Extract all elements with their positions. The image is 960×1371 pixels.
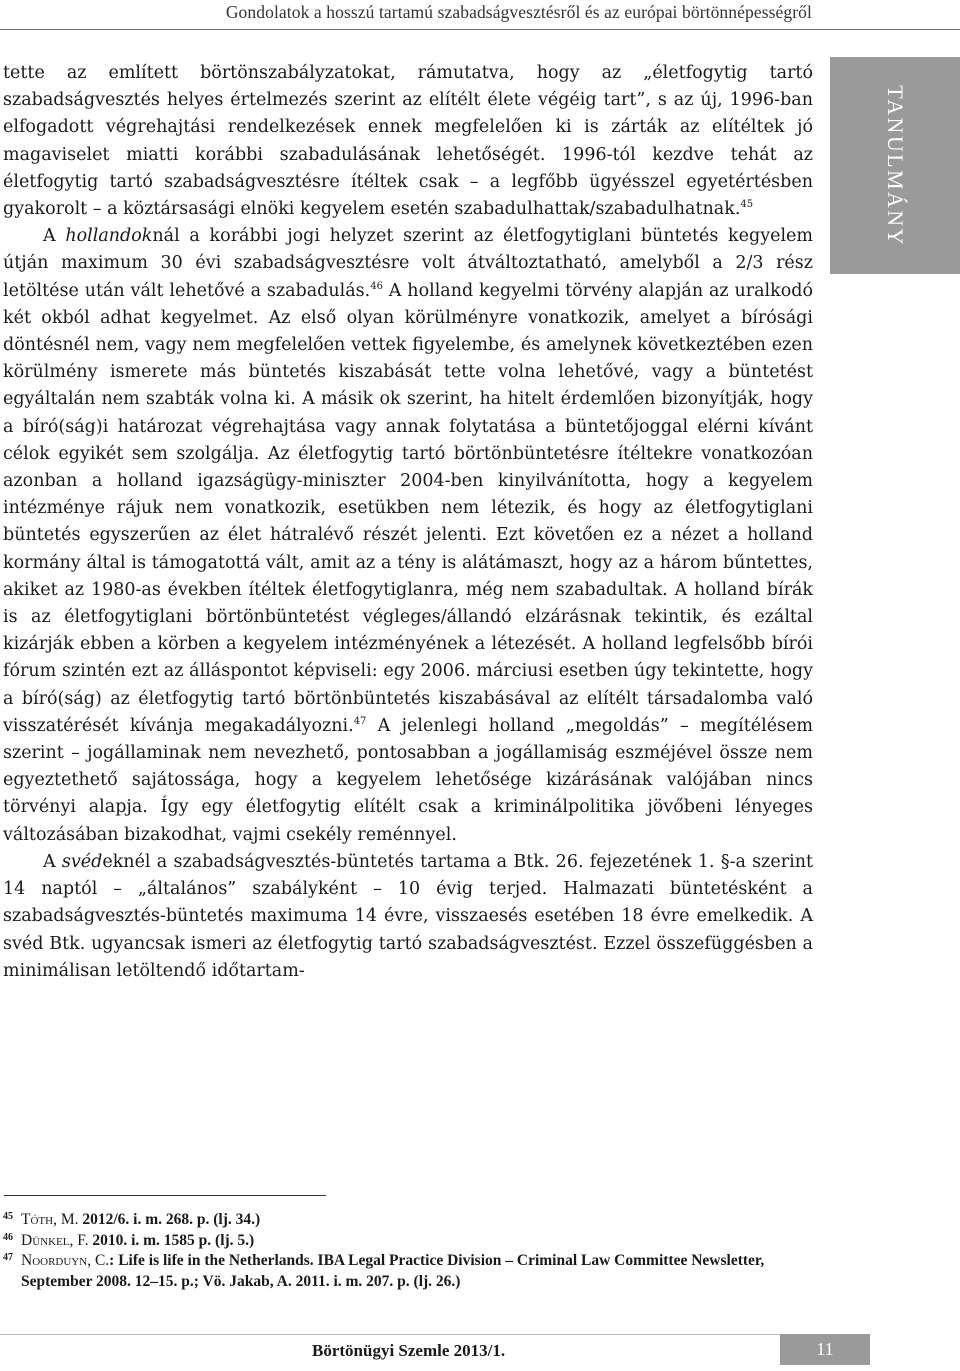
footnote-number: 47 <box>3 1252 13 1263</box>
paragraph-3-text: eknél a szabadságvesztés-büntetés tartama a Btk. 26. fejezetének 1. §-a szerint 14 naptól – „általános” szabályként – 10 évig terjed. Halmazati büntetésként a szabadságvesztés-büntetés maximuma 14 évre, visszaesés esetében 18 évre emelkedik. A svéd Btk. ugyancsak ismeri az életfogytig tartó szabadságvesztést. Ezzel összefüggésben a minimálisan letöltendő időtartam- <box>3 851 814 981</box>
journal-title: Börtönügyi Szemle 2013/1. <box>312 1341 506 1360</box>
paragraph-3 <box>3 849 813 985</box>
footnote-46 <box>3 1231 815 1252</box>
header-divider <box>0 29 960 30</box>
footnotes <box>3 1210 815 1292</box>
footnote-text: 2010. i. m. 1585 p. (lj. 5.) <box>88 1231 255 1249</box>
footnote-text: 2012/6. i. m. 268. p. (lj. 34.) <box>78 1211 261 1228</box>
paragraph-2-lead: A <box>43 226 66 247</box>
footnote-author: Tóth, M. <box>21 1211 79 1228</box>
running-head: Gondolatok a hosszú tartamú szabadságvesztésről és az európai börtönnépességről <box>225 2 812 22</box>
paragraph-3-lead: A <box>43 851 62 872</box>
footnote-number: 45 <box>3 1211 13 1222</box>
paragraph-2-text-c: A jelenlegi holland „megoldás” – megítélésem szerint – jogállaminak nem nevezhető, pontosabban a jogállamiság eszméjével össze nem egyeztethető sajátossága, hogy a kegyelem lehetősége kizárásának valójában nincs törvényi alapja. Így egy életfogytig elítélt csak a kriminálpolitika jövőbeni lényeges változásában bizakodhat, vajmi csekély reménnyel. <box>3 715 813 845</box>
paragraph-1-text: tette az említett börtönszabályzatokat, rámutatva, hogy az „életfogytig tartó szabadságvesztés helyes értelmezés szerint az elítélt élete végéig tart”, s az új, 1996-ban elfogadott végrehajtási rendelkezések ennek megfelelően ki is zárták az elítéltek jó magaviselet miatti korábbi szabadulásának lehetőségét. 1996-tól kezdve tehát az életfogytig tartó szabadságvesztésre ítéltek csak – a legfőbb ügyésszel egyetértésben gyakorolt – a köztársasági elnöki kegyelem esetén szabadulhattak/szabadulhatnak. <box>3 63 813 220</box>
footnote-divider <box>4 1195 326 1196</box>
footnote-47 <box>3 1251 815 1292</box>
paragraph-2-text-a: nál a korábbi jogi helyzet szerint az életfogytiglani büntetés kegyelem útján maximum 30 évi szabadságvesztésre volt átváltoztatható, amelyből a 2/3 rész letöltése után vált lehetővé a szabadulás. <box>3 226 813 301</box>
paragraph-2 <box>3 223 813 849</box>
footnote-ref-45[interactable]: 45 <box>740 199 754 211</box>
paragraph-1 <box>3 60 813 223</box>
footnote-ref-47[interactable]: 47 <box>353 716 367 728</box>
footer-divider <box>0 1334 780 1335</box>
paragraph-2-emphasis: hollandok <box>65 226 153 247</box>
footnote-45 <box>3 1210 815 1231</box>
paragraph-3-emphasis: svéd <box>61 851 103 872</box>
section-tab <box>830 57 960 274</box>
page-number: 11 <box>780 1334 870 1365</box>
footnote-text: : Life is life in the Netherlands. IBA Legal Practice Division – Criminal Law Committee Newsletter, September 2008. 12–15. p.; Vö. Jakab, A. 2011. i. m. 207. p. (lj. 26.) <box>21 1252 765 1290</box>
footnote-number: 46 <box>3 1231 13 1243</box>
footnote-author: Dünkel, F. <box>21 1231 89 1249</box>
footnote-author: Noorduyn, C. <box>21 1252 110 1269</box>
paragraph-2-text-b: A holland kegyelmi törvény alapján az uralkodó két okból adhat kegyelmet. Az első olyan körülményre vonatkozik, amelyet a bírósági döntésnél nem, vagy nem megfelelően vettek figyelembe, és amelynek következtében ezen körülmény ismerete más büntetés kiszabását tette volna lehetővé, vagy a büntetést egyáltalán nem szabták volna ki. A másik ok szerint, ha hitelt érdemlően bizonyítják, hogy a bíró(ság)i határozat végrehajtása vagy annak folytatása a büntetőjoggal elérni kívánt célok egyikét sem szolgálja. Az életfogytig tartó börtönbüntetésre ítéltekre vonatkozóan azonban a holland igazságügy-miniszter 2004-ben kinyilvánította, hogy a kegyelem intézménye rájuk nem vonatkozik, esetükben nem létezik, és hogy az életfogytiglani büntetés egyszerűen az élet hátralévő részét jelenti. Ezt követően ez a nézet a holland kormány által is támogatottá vált, amit az a tény is alátámaszt, hogy az a három bűntettes, akiket az 1980-as években ítéltek életfogytiglanra, még nem szabadultak. A holland bírák is az életfogytiglani börtönbüntetést végleges/állandó elzárásnak tekintik, és ezáltal kizárják ebben a körben a kegyelem intézményének a létezését. A holland legfelsőbb bírói fórum szintén ezt az álláspontot képviseli: egy 2006. márciusi esetben úgy tekintette, hogy a bíró(ság) az életfogytig tartó börtönbüntetés kiszabásával az elítélt társadalomba való visszatérését kívánja megakadályozni. <box>3 280 813 736</box>
section-tab-label: TANULMÁNY <box>883 84 908 247</box>
footnote-ref-46[interactable]: 46 <box>370 280 383 292</box>
article-body <box>3 60 813 985</box>
